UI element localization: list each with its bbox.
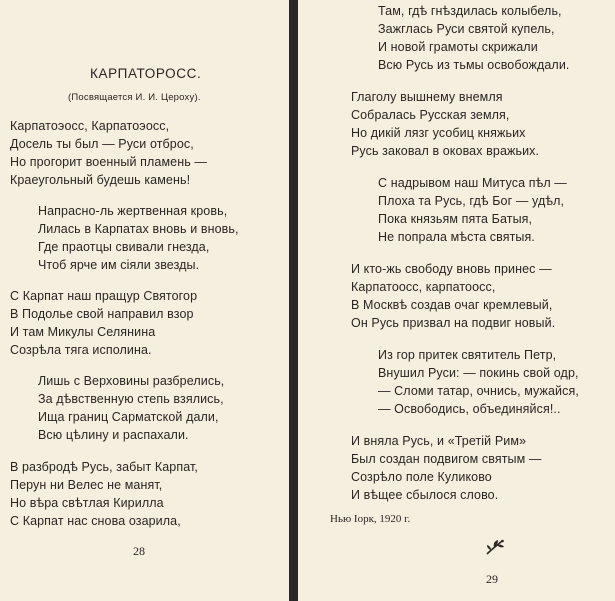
verse-line: Внушил Руси: — покинь свой одр, (378, 366, 579, 380)
verse-line: Краеугольный будешь камень! (10, 173, 191, 187)
verse-line: Карпатоэосс, Карпатоэосс, (10, 119, 170, 133)
verse-line: Перун ни Велес не манят, (10, 478, 163, 492)
verse-line: Плоха та Русь, гдѣ Бог — удѣл, (378, 194, 565, 208)
book-gutter (289, 0, 298, 601)
verse-line: Напрасно-ль жертвенная кровь, (38, 204, 228, 218)
verse-line: Всю Русь из тьмы освобождали. (378, 58, 570, 72)
verse-line: В Подолье свой направил взор (10, 307, 194, 321)
verse-line: И вѣщее сбылося слово. (351, 488, 499, 502)
verse-line: Лишь с Верховины разбрелись, (38, 374, 225, 388)
page-number: 28 (133, 544, 145, 558)
right-page (298, 0, 615, 601)
verse-line: С Карпат нас снова озарила, (10, 514, 181, 528)
dedication: (Посвящается И. И. Цероху). (68, 92, 201, 103)
verse-line: Зажглась Руси святой купель, (378, 22, 555, 36)
verse-line: Созрѣла тяга исполина. (10, 343, 152, 357)
page-number: 29 (486, 572, 498, 586)
verse-line: Он Русь призвал на подвиг новый. (351, 316, 556, 330)
verse-line: Карпатоосс, карпатоосс, (351, 280, 496, 294)
verse-line: Там, гдѣ гнѣздилась колыбель, (378, 4, 562, 18)
verse-line: Из гор притек святитель Петр, (378, 348, 557, 362)
verse-line: В разбродѣ Русь, забыт Карпат, (10, 460, 199, 474)
verse-line: Собралась Русская земля, (351, 108, 510, 122)
verse-line: Не попрала мѣста святыя. (378, 230, 535, 244)
verse-line: И новой грамоты скрижали (378, 40, 538, 54)
verse-line: — Освободись, объединяйся!.. (378, 402, 561, 416)
verse-line: Пока князьям пята Батыя, (378, 212, 533, 226)
place-date-signature: Нью Iорк, 1920 г. (330, 513, 411, 525)
verse-line: И кто-жь свободу вновь принес — (351, 262, 552, 276)
verse-line: — Сломи татар, очнись, мужайся, (378, 384, 579, 398)
verse-line: С Карпат наш пращур Святогор (10, 289, 198, 303)
verse-line: И там Микулы Селянина (10, 325, 156, 339)
verse-line: Был создан подвигом святым — (351, 452, 542, 466)
verse-line: Русь заковал в оковах вражьих. (351, 144, 540, 158)
verse-line: Глаголу вышнему внемля (351, 90, 503, 104)
verse-line: Досель ты был — Руси отброс, (10, 137, 194, 151)
verse-line: Созрѣло поле Куликово (351, 470, 492, 484)
verse-line: Всю цѣлину и распахали. (38, 428, 189, 442)
verse-line: И вняла Русь, и «Третій Рим» (351, 434, 527, 448)
verse-line: Чтоб ярче им сіяли звезды. (38, 258, 200, 272)
verse-line: Где праотцы свивали гнезда, (38, 240, 210, 254)
left-page (0, 0, 289, 601)
verse-line: Но вѣра свѣтлая Кирилла (10, 496, 164, 510)
verse-line: Ища границ Сарматской дали, (38, 410, 219, 424)
poem-title: КАРПАТОРОСС. (90, 66, 202, 81)
verse-line: В Москвѣ создав очаг кремлевый, (351, 298, 553, 312)
verse-line: За дѣвственную степь взялись, (38, 392, 224, 406)
verse-line: Лилась в Карпатах вновь и вновь, (38, 222, 239, 236)
verse-line: Но дикій лязг усобиц княжьих (351, 126, 526, 140)
fleuron-ornament-icon (484, 538, 506, 556)
verse-line: С надрывом наш Митуса пѣл — (378, 176, 567, 190)
verse-line: Но прогорит военный пламень — (10, 155, 207, 169)
